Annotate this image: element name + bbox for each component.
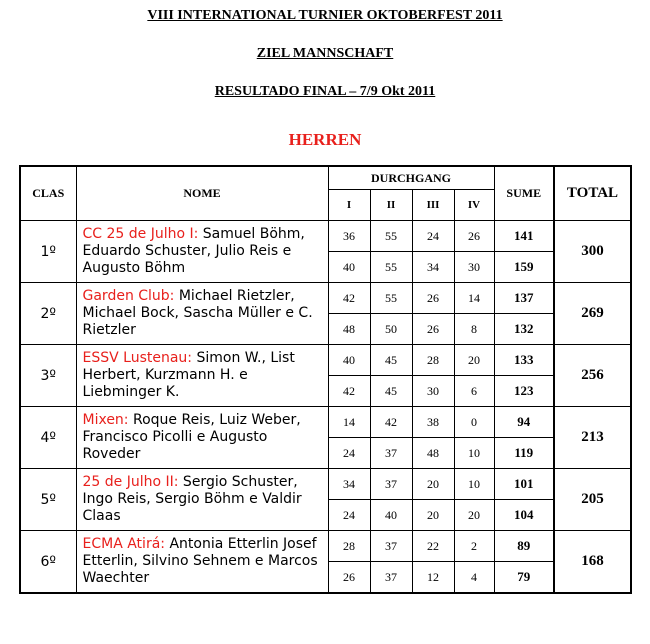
document-title: VIII INTERNATIONAL TURNIER OKTOBERFEST 2011	[147, 8, 503, 23]
team-name-cell	[76, 469, 328, 531]
team-total: 300	[554, 221, 631, 283]
club-name: ESSV Lustenau:	[82, 350, 193, 366]
club-name: Garden Club:	[82, 288, 175, 304]
club-name: CC 25 de Julho I:	[82, 226, 199, 242]
round-score: 12	[412, 562, 454, 594]
rank-cell: 5º	[20, 469, 76, 531]
round-score: 22	[412, 531, 454, 562]
round-score: 48	[328, 314, 370, 345]
team-row	[20, 345, 631, 376]
col-header-round-4: IV	[454, 190, 494, 221]
results-table	[19, 165, 632, 594]
team-row	[20, 283, 631, 314]
round-score: 40	[328, 345, 370, 376]
team-members: Antonia Etterlin Josef Etterlin, Silvino Sehnem e Marcos Waechter	[82, 536, 318, 586]
team-name-cell	[76, 531, 328, 594]
series-sum: 94	[494, 407, 554, 438]
round-score: 45	[370, 376, 412, 407]
round-score: 20	[454, 345, 494, 376]
team-total: 168	[554, 531, 631, 594]
rank-cell: 3º	[20, 345, 76, 407]
round-score: 10	[454, 469, 494, 500]
round-score: 37	[370, 469, 412, 500]
series-sum: 132	[494, 314, 554, 345]
team-name-cell	[76, 221, 328, 283]
series-sum: 141	[494, 221, 554, 252]
team-row	[20, 407, 631, 438]
round-score: 24	[328, 500, 370, 531]
team-row	[20, 531, 631, 562]
team-row	[20, 469, 631, 500]
series-sum: 137	[494, 283, 554, 314]
rank-cell: 4º	[20, 407, 76, 469]
round-score: 20	[412, 469, 454, 500]
round-score: 0	[454, 407, 494, 438]
round-score: 26	[412, 283, 454, 314]
round-score: 40	[328, 252, 370, 283]
rank-cell: 6º	[20, 531, 76, 594]
team-members: Roque Reis, Luiz Weber, Francisco Picolli e Augusto Roveder	[82, 412, 301, 462]
team-members: Michael Rietzler, Michael Bock, Sascha Müller e C. Rietzler	[82, 288, 313, 338]
category-title: HERREN	[288, 130, 362, 149]
round-score: 28	[328, 531, 370, 562]
series-sum: 159	[494, 252, 554, 283]
round-score: 55	[370, 221, 412, 252]
club-name: ECMA Atirá:	[82, 536, 165, 552]
club-name: 25 de Julho II:	[82, 474, 179, 490]
col-header-round-2: II	[370, 190, 412, 221]
round-score: 20	[412, 500, 454, 531]
round-score: 42	[328, 376, 370, 407]
series-sum: 79	[494, 562, 554, 594]
round-score: 34	[412, 252, 454, 283]
round-score: 30	[454, 252, 494, 283]
document-subtitle: ZIEL MANNSCHAFT	[256, 46, 394, 61]
club-name: Mixen:	[82, 412, 129, 428]
team-members: Samuel Böhm, Eduardo Schuster, Julio Reis e Augusto Böhm	[82, 226, 305, 276]
team-row	[20, 221, 631, 252]
round-score: 37	[370, 438, 412, 469]
round-score: 24	[412, 221, 454, 252]
col-header-nome: NOME	[76, 166, 328, 221]
team-members: Sergio Schuster, Ingo Reis, Sergio Böhm e Valdir Claas	[82, 474, 302, 524]
round-score: 55	[370, 283, 412, 314]
col-header-round-1: I	[328, 190, 370, 221]
round-score: 20	[454, 500, 494, 531]
round-score: 37	[370, 531, 412, 562]
round-score: 8	[454, 314, 494, 345]
team-name-cell	[76, 345, 328, 407]
round-score: 6	[454, 376, 494, 407]
round-score: 48	[412, 438, 454, 469]
series-sum: 89	[494, 531, 554, 562]
round-score: 26	[328, 562, 370, 594]
round-score: 45	[370, 345, 412, 376]
round-score: 50	[370, 314, 412, 345]
col-header-total: TOTAL	[554, 166, 631, 221]
round-score: 24	[328, 438, 370, 469]
team-total: 269	[554, 283, 631, 345]
round-score: 36	[328, 221, 370, 252]
round-score: 55	[370, 252, 412, 283]
round-score: 2	[454, 531, 494, 562]
round-score: 26	[454, 221, 494, 252]
round-score: 28	[412, 345, 454, 376]
round-score: 42	[370, 407, 412, 438]
round-score: 40	[370, 500, 412, 531]
series-sum: 101	[494, 469, 554, 500]
team-total: 205	[554, 469, 631, 531]
rank-cell: 2º	[20, 283, 76, 345]
team-total: 256	[554, 345, 631, 407]
series-sum: 104	[494, 500, 554, 531]
series-sum: 119	[494, 438, 554, 469]
col-header-durchgang: DURCHGANG	[328, 166, 494, 190]
col-header-sume: SUME	[494, 166, 554, 221]
round-score: 37	[370, 562, 412, 594]
round-score: 30	[412, 376, 454, 407]
series-sum: 133	[494, 345, 554, 376]
round-score: 14	[454, 283, 494, 314]
round-score: 34	[328, 469, 370, 500]
round-score: 42	[328, 283, 370, 314]
col-header-round-3: III	[412, 190, 454, 221]
team-name-cell	[76, 407, 328, 469]
round-score: 38	[412, 407, 454, 438]
team-name-cell	[76, 283, 328, 345]
round-score: 26	[412, 314, 454, 345]
team-total: 213	[554, 407, 631, 469]
round-score: 10	[454, 438, 494, 469]
round-score: 4	[454, 562, 494, 594]
rank-cell: 1º	[20, 221, 76, 283]
results-body	[20, 221, 631, 594]
col-header-clas: CLAS	[20, 166, 76, 221]
round-score: 14	[328, 407, 370, 438]
series-sum: 123	[494, 376, 554, 407]
team-members: Simon W., List Herbert, Kurzmann H. e Liebminger K.	[82, 350, 295, 400]
results-heading: RESULTADO FINAL – 7/9 Okt 2011	[214, 84, 436, 99]
